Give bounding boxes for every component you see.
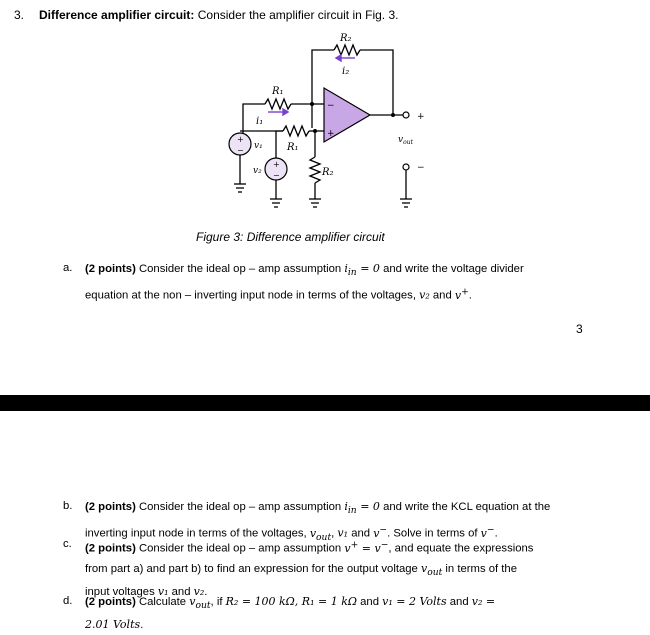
part-c-points: (2 points) (85, 542, 136, 555)
question-title: Difference amplifier circuit: (39, 8, 195, 22)
i2-label: i₂ (342, 66, 350, 77)
v2-plus-sign: + (273, 160, 280, 169)
v1-plus-sign: + (237, 135, 244, 144)
output-plus-sign: + (417, 112, 425, 122)
r2-ground-resistor (310, 157, 320, 183)
noninverting-input-sign: + (327, 129, 335, 139)
part-b: b. (2 points) Consider the ideal op – amp assumption $i_{in} = 0$ and write the KCL equation at the inverting input node in terms of the voltages, $v_{out}$, v₁ and v−. Solve in terms of v−. (63, 497, 603, 537)
r1-mid-label: R₁ (287, 142, 299, 153)
circuit-diagram (0, 0, 650, 230)
v1-minus-sign: − (237, 146, 244, 155)
v1-label: v₁ (254, 141, 263, 151)
inverting-input-sign: − (327, 101, 335, 111)
part-a-points: (2 points) (85, 263, 136, 275)
r2-top-label: R₂ (340, 33, 352, 44)
question-intro: Consider the amplifier circuit in Fig. 3. (197, 8, 399, 22)
part-c: c. (2 points) Consider the ideal op – amp assumption v+ = v−, and equate the expressions from part a) and part b) to find an expression for the output voltage $v_{out}$ in terms of the input voltages v₁ and v₂. (63, 535, 603, 593)
feedback-wire-right (360, 50, 393, 115)
figure-caption: Figure 3: Difference amplifier circuit (196, 230, 385, 244)
v2-label: v₂ (253, 166, 262, 176)
ground-symbols (234, 184, 412, 207)
v2-minus-sign: − (273, 171, 280, 180)
question-number: 3. (14, 8, 25, 22)
output-plus-terminal (403, 112, 409, 118)
part-d: d. (2 points) Calculate $v_{out}$, if R₂ = 100 kΩ, R₁ = 1 kΩ and v₁ = 2 Volts and v₂ = 2.01 Volts. (63, 592, 603, 632)
part-b-points: (2 points) (85, 501, 136, 513)
part-a-label: a. (63, 262, 73, 274)
part-b-label: b. (63, 500, 73, 512)
r2-feedback-resistor (334, 45, 360, 55)
page-separator-band (0, 395, 650, 411)
vout-label: $v_{out}$ (398, 135, 413, 146)
r1-mid-resistor (283, 126, 309, 136)
r1-top-resistor (265, 99, 291, 109)
r1-top-label: R₁ (272, 86, 284, 97)
r2-right-label: R₂ (322, 167, 334, 178)
part-c-label: c. (63, 538, 72, 550)
output-minus-terminal (403, 164, 409, 170)
i1-label: i₁ (256, 116, 264, 127)
output-minus-sign: − (417, 163, 425, 173)
part-d-label: d. (63, 595, 73, 607)
part-d-points: (2 points) (85, 596, 136, 608)
page-number: 3 (576, 322, 583, 336)
part-a: a. (2 points) Consider the ideal op – amp assumption $i_{in} = 0$ and write the voltage divider equation at the non – inverting input node in terms of the voltages, v₂ and v+. (63, 259, 603, 299)
